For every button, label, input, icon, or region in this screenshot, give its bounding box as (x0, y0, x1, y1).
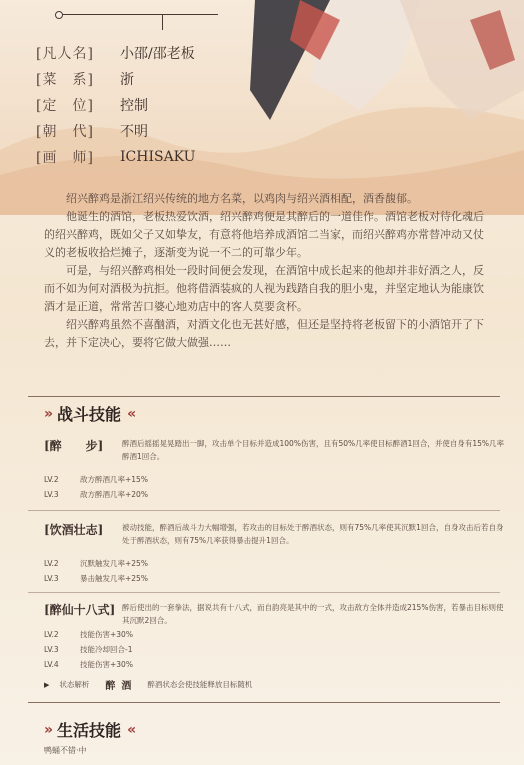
story-paragraph: 可是，与绍兴醉鸡相处一段时间便会发现，在酒馆中成长起来的他却并非好酒之人，反而不如为何对酒极为抗拒。他将借酒装疯的人视为践踏自我的胆小鬼，并坚定地认为能康饮酒才是正道，常常苦口婆心地劝店中的客人莫要贪杯。 (44, 264, 484, 313)
level-label: LV.2 (44, 475, 59, 484)
info-label: [画 师] (36, 150, 94, 166)
info-value: 不明 (120, 124, 148, 140)
skill-divider (28, 592, 500, 593)
level-effect: 暴击触发几率+25% (80, 574, 148, 583)
info-row-role (36, 92, 195, 118)
section-divider (28, 702, 500, 703)
section-divider (28, 396, 500, 397)
story-paragraph: 绍兴醉鸡虽然不喜酗酒，对酒文化也无甚好感，但还是坚持将老板留下的小酒馆开了下去，并下定决心，要将它做大做强…… (44, 318, 484, 349)
life-skill-value: 鸭蛹不错·中 (44, 746, 87, 755)
story-text (44, 190, 490, 352)
state-analysis (44, 677, 252, 692)
skill-name: [醉仙十八式] (44, 603, 116, 617)
info-value: 浙 (120, 72, 134, 88)
skill-level-row (44, 644, 132, 655)
skill-level-row (44, 558, 148, 569)
info-row-artist (36, 144, 195, 170)
level-label: LV.2 (44, 559, 59, 568)
level-label: LV.4 (44, 660, 59, 669)
state-name: 醉酒 (105, 681, 138, 692)
skill-level-row (44, 474, 148, 485)
info-value: 小邵/邵老板 (120, 46, 195, 62)
skill-description: 醉酒后摇摇晃晃踏出一脚，攻击单个目标并造成100%伤害，且有50%几率使目标醉酒1回合，并使自身有15%几率醉酒1回合。 (122, 439, 505, 461)
info-value: 控制 (120, 98, 148, 114)
chevron-left-icon: « (127, 405, 135, 422)
state-label: 状态解析 (59, 680, 90, 689)
top-ornament-line (58, 14, 218, 15)
info-label: [朝 代] (36, 124, 94, 140)
skill-name: [醉 步] (44, 439, 104, 453)
info-value: ICHISAKU (120, 149, 196, 165)
story-paragraph: 他诞生的酒馆，老板热爱饮酒，绍兴醉鸡便是其醉后的一道佳作。酒馆老板对待化魂后的绍兴醉鸡，既如父子又如挚友，有意将他培养成酒馆二当家，而绍兴醉鸡亦常替冲动又仗义的老板收拾烂摊子，逐渐变为说一不二的可靠少年。 (44, 210, 484, 259)
skill-name: [饮酒壮志] (44, 523, 104, 537)
triangle-right-icon: ▶ (44, 680, 50, 689)
level-effect: 沉默触发几率+25% (80, 559, 148, 568)
info-row-dynasty (36, 118, 195, 144)
level-effect: 技能伤害+30% (80, 660, 133, 669)
level-effect: 技能伤害+30% (80, 630, 133, 639)
level-label: LV.3 (44, 490, 59, 499)
skill-level-row (44, 489, 148, 500)
level-label: LV.3 (44, 645, 59, 654)
chevron-right-icon: » (44, 721, 52, 738)
state-description: 醉酒状态会使技能释放目标随机 (147, 680, 253, 689)
story-paragraph: 绍兴醉鸡是浙江绍兴传统的地方名菜，以鸡肉与绍兴酒相配，酒香馥郁。 (66, 192, 418, 205)
section-title: 生活技能 (57, 721, 122, 740)
skill-level-row (44, 659, 133, 670)
section-title: 战斗技能 (57, 405, 122, 424)
level-label: LV.3 (44, 574, 59, 583)
skill-description: 被动技能，醉酒后战斗力大幅增强，若攻击的目标处于醉酒状态，则有75%几率使其沉默1回合，自身攻击后若自身处于醉酒状态，则有75%几率获得暴击提升1回合。 (122, 523, 504, 545)
chevron-right-icon: » (44, 405, 52, 422)
level-effect: 技能冷却回合-1 (80, 645, 133, 654)
chevron-left-icon: « (127, 721, 135, 738)
info-label: [定 位] (36, 98, 94, 114)
skill-level-row (44, 629, 133, 640)
battle-skills-header (44, 402, 134, 425)
level-label: LV.2 (44, 630, 59, 639)
info-label: [凡人名] (36, 46, 94, 62)
info-row-name (36, 40, 195, 66)
skill-divider (28, 510, 500, 511)
info-label: [菜 系] (36, 72, 94, 88)
level-effect: 敌方醉酒几率+20% (80, 490, 148, 499)
skill-level-row (44, 573, 148, 584)
info-panel (36, 40, 195, 170)
info-row-cuisine (36, 66, 195, 92)
level-effect: 敌方醉酒几率+15% (80, 475, 148, 484)
skill-description: 醉后使出的一套拳法，据说共有十八式，而自韵亮是其中的一式，攻击敌方全体并造成215%伤害，若暴击目标则使其沉默2回合。 (122, 603, 504, 625)
life-skills-header (44, 718, 134, 741)
